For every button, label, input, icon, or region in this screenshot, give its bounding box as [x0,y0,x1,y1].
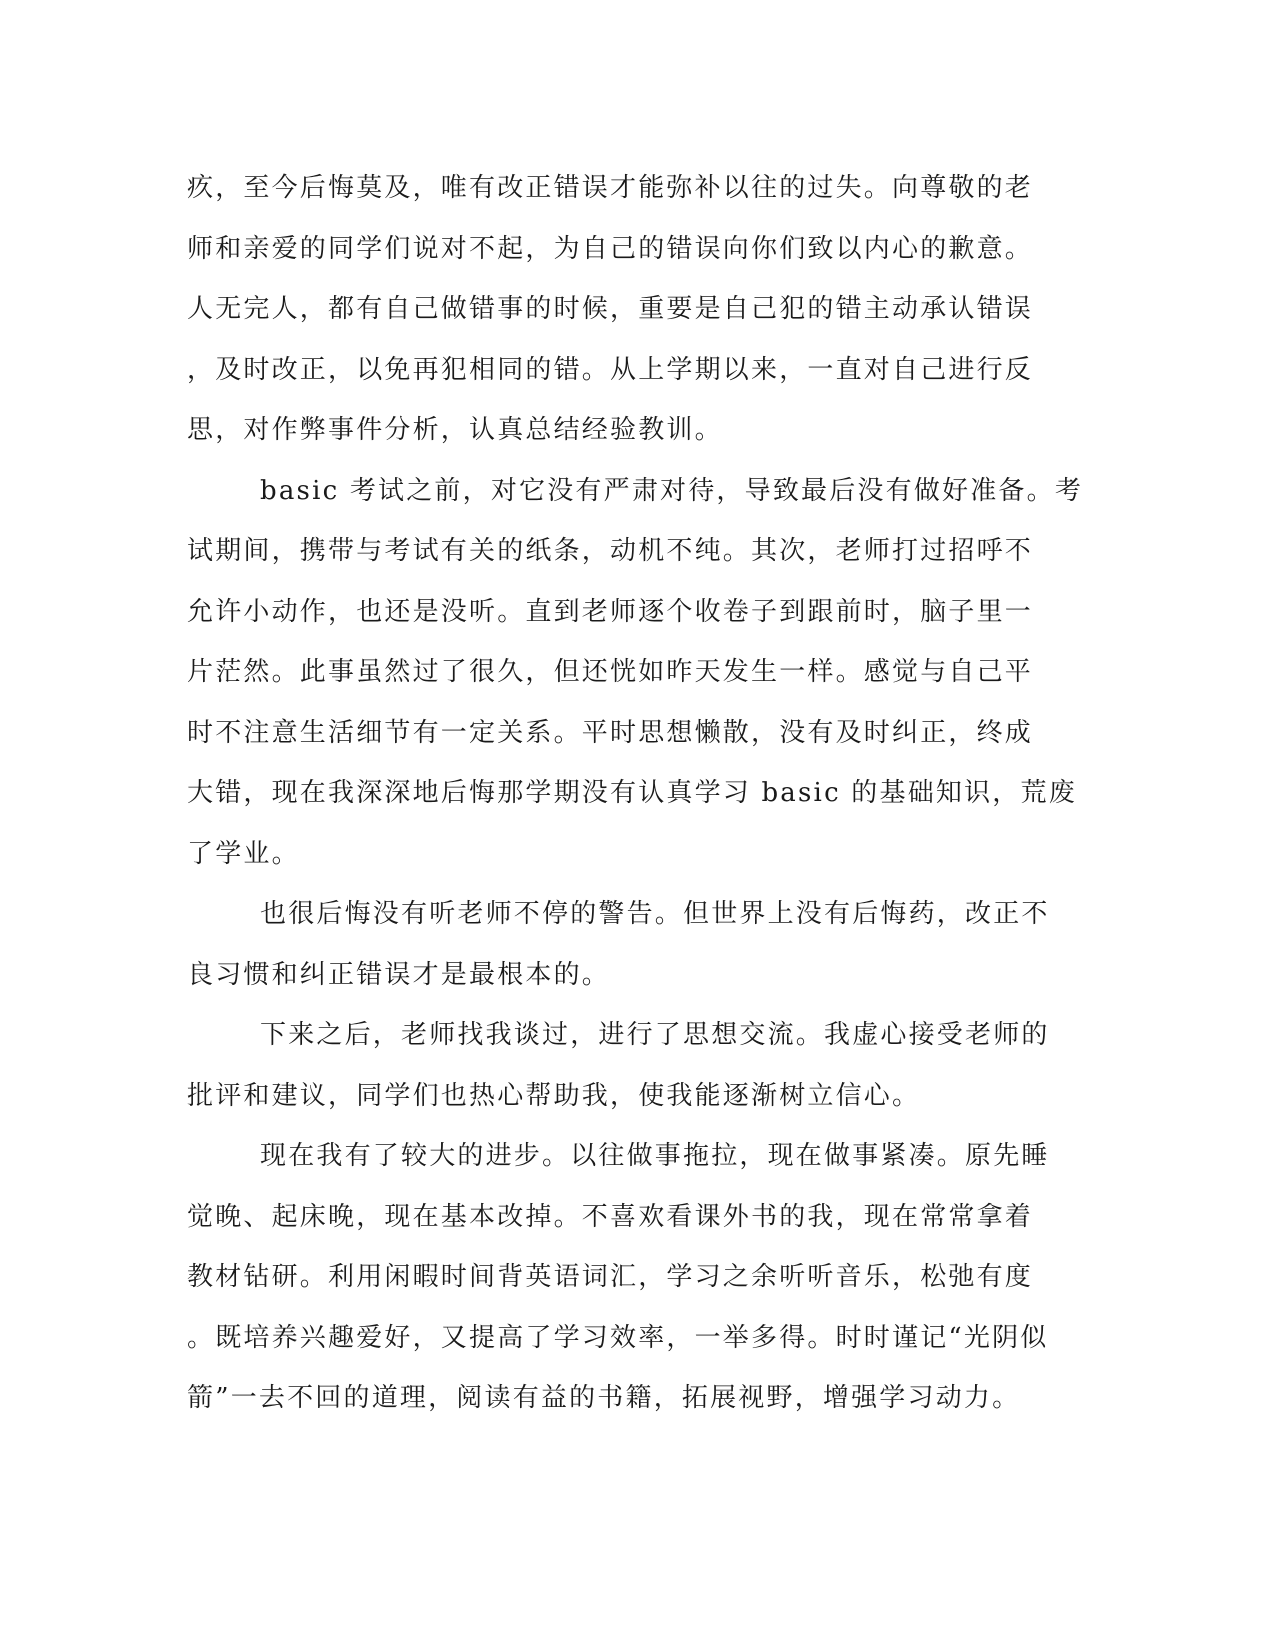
text-line: 。既培养兴趣爱好，又提高了学习效率，一举多得。时时谨记“光阴似 [187,1322,1049,1353]
paragraph-start-line: 也很后悔没有听老师不停的警告。但世界上没有后悔药，改正不 [260,899,1050,929]
text-line: 片茫然。此事虽然过了很久，但还恍如昨天发生一样。感觉与自己平 [187,657,1034,687]
text-line: 允许小动作，也还是没听。直到老师逐个收卷子到跟前时，脑子里一 [187,596,1034,627]
text-line: 觉晚、起床晚，现在基本改掉。不喜欢看课外书的我，现在常常拿着 [187,1201,1034,1232]
paragraph-start-line: 下来之后，老师找我谈过，进行了思想交流。我虚心接受老师的 [260,1020,1050,1050]
text-line: 良习惯和纠正错误才是最根本的。 [187,959,611,990]
text-line: ，及时改正，以免再犯相同的错。从上学期以来，一直对自己进行反 [187,354,1034,385]
text-line: 思，对作弊事件分析，认真总结经验教训。 [187,415,723,445]
text-line: 人无完人，都有自己做错事的时候，重要是自己犯的错主动承认错误 [187,294,1034,324]
text-line: 教材钻研。利用闲暇时间背英语词汇，学习之余听听音乐，松弛有度 [187,1262,1034,1292]
text-line: 疚，至今后悔莫及，唯有改正错误才能弥补以往的过失。向尊敬的老 [187,173,1034,203]
text-line: 箭”一去不回的道理，阅读有益的书籍，拓展视野，增强学习动力。 [187,1383,1021,1413]
text-line: 师和亲爱的同学们说对不起，为自己的错误向你们致以内心的歉意。 [187,233,1034,264]
text-line: 时不注意生活细节有一定关系。平时思想懒散，没有及时纠正，终成 [187,717,1034,748]
paragraph-start-line: basic 考试之前，对它没有严肃对待，导致最后没有做好准备。考 [260,475,1084,506]
text-line: 了学业。 [187,838,300,869]
text-line: 试期间，携带与考试有关的纸条，动机不纯。其次，老师打过招呼不 [187,536,1034,566]
body-text [187,158,1087,1429]
text-line: 批评和建议，同学们也热心帮助我，使我能逐渐树立信心。 [187,1080,921,1111]
paragraph-start-line: 现在我有了较大的进步。以往做事拖拉，现在做事紧凑。原先睡 [260,1141,1050,1171]
text-line: 大错，现在我深深地后悔那学期没有认真学习 basic 的基础知识，荒废 [187,778,1077,808]
